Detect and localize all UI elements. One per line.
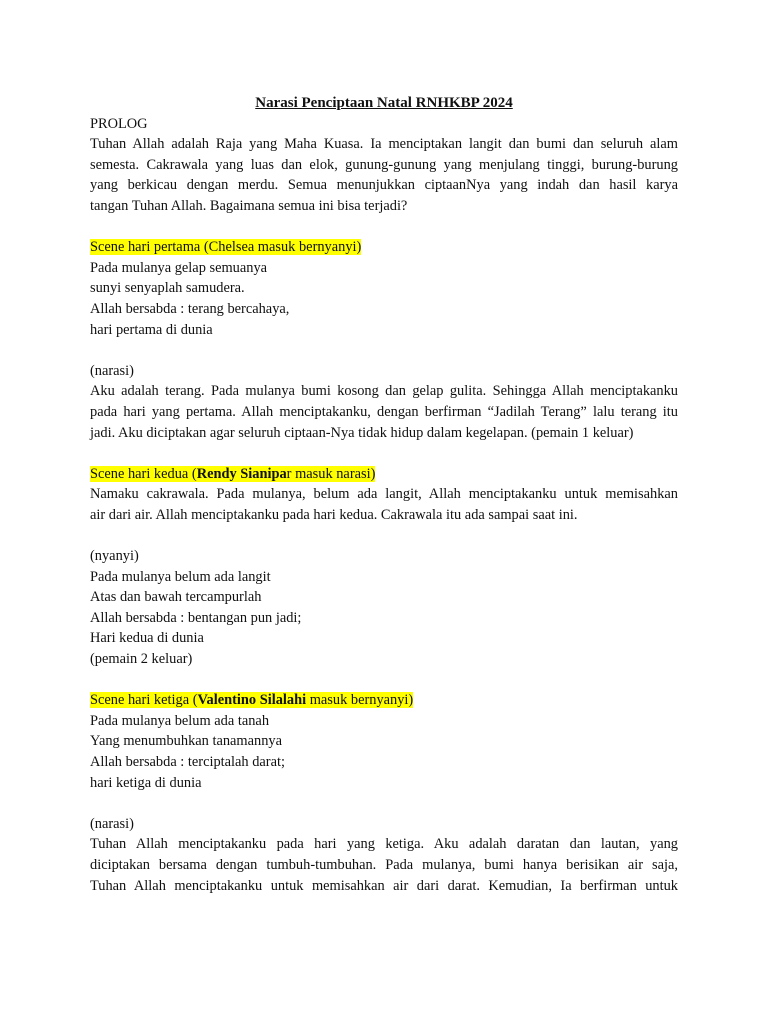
scene3-song-line: Allah bersabda : terciptalah darat; [90, 754, 285, 770]
scene2-heading-mid: r [286, 465, 292, 482]
scene3-song-line: Pada mulanya belum ada tanah [90, 712, 270, 729]
prolog-line: yang berkicau dengan merdu. Semua menunjukkan ciptaanNya yang indah dan hasil karya [90, 177, 678, 194]
scene3-narasi-label: (narasi) [90, 815, 134, 832]
scene1-narasi-label: (narasi) [90, 362, 134, 379]
scene2-narasi-line: Namaku cakrawala. Pada mulanya, belum ada langit, Allah menciptakanku untuk memisahkan [90, 486, 678, 503]
scene2-song-line: Hari kedua di dunia [90, 630, 204, 647]
scene1-song-line: sunyi senyaplah samudera. [90, 280, 245, 297]
document-body [90, 93, 678, 896]
prolog-line: Tuhan Allah adalah Raja yang Maha Kuasa. Ia menciptakan langit dan bumi dan seluruh alam [90, 136, 678, 153]
scene2-heading [90, 464, 678, 485]
scene1-narasi-line: pada hari yang pertama. Allah menciptakanku, dengan berfirman “Jadilah Terang” lalu terang itu [90, 403, 678, 420]
scene1-song-line: Allah bersabda : terang bercahaya, [90, 300, 290, 317]
prolog-line: tangan Tuhan Allah. Bagaimana semua ini bisa terjadi? [90, 197, 408, 214]
scene2-nyanyi-label: (nyanyi) [90, 548, 139, 565]
scene1-song-line: Pada mulanya gelap semuanya [90, 259, 268, 276]
scene2-heading-post: masuk narasi) [291, 465, 376, 482]
scene2-exit-note: (pemain 2 keluar) [90, 651, 193, 668]
scene3-narasi-line: Tuhan Allah menciptakanku pada hari yang ketiga. Aku adalah daratan dan lautan, yang [90, 836, 678, 853]
scene1-song-line: hari pertama di dunia [90, 321, 213, 338]
scene1-heading [90, 237, 678, 258]
scene2-song-line: Atas dan bawah tercampurlah [90, 589, 262, 606]
scene3-heading [90, 690, 678, 711]
scene3-heading-post: masuk bernyanyi) [306, 692, 414, 709]
scene3-narasi-line: diciptakan bersama dengan tumbuh-tumbuhan. Pada mulanya, bumi hanya berisikan air saja, [90, 856, 678, 873]
scene2-heading-performer: Rendy Sianipa [196, 465, 287, 482]
scene3-song-line: Yang menumbuhkan tanamannya [90, 733, 282, 750]
scene1-heading-text: Scene hari pertama (Chelsea masuk bernyanyi) [90, 239, 362, 256]
prolog-heading: PROLOG [90, 115, 148, 132]
scene3-song-line: hari ketiga di dunia [90, 774, 202, 791]
prolog-line: semesta. Cakrawala yang luas dan elok, gunung-gunung yang menjulang tinggi, burung-burung [90, 156, 678, 173]
scene2-song-line: Pada mulanya belum ada langit [90, 568, 271, 585]
scene1-narasi-line: jadi. Aku diciptakan agar seluruh ciptaan-Nya tidak hidup dalam kegelapan. (pemain 1 keluar) [90, 424, 634, 441]
scene2-song-line: Allah bersabda : bentangan pun jadi; [90, 609, 302, 626]
scene3-narasi-line: Tuhan Allah menciptakanku untuk memisahkan air dari darat. Kemudian, Ia berfirman untuk [90, 877, 678, 894]
scene1-narasi-line: Aku adalah terang. Pada mulanya bumi kosong dan gelap gulita. Sehingga Allah menciptakanku [90, 383, 678, 400]
scene3-heading-pre: Scene hari ketiga ( [90, 692, 198, 709]
scene2-heading-pre: Scene hari kedua ( [90, 465, 197, 482]
scene3-heading-performer: Valentino Silalahi [197, 692, 307, 709]
document-title: Narasi Penciptaan Natal RNHKBP 2024 [255, 95, 513, 111]
scene2-narasi-line: air dari air. Allah menciptakanku pada hari kedua. Cakrawala itu ada sampai saat ini. [90, 506, 578, 523]
